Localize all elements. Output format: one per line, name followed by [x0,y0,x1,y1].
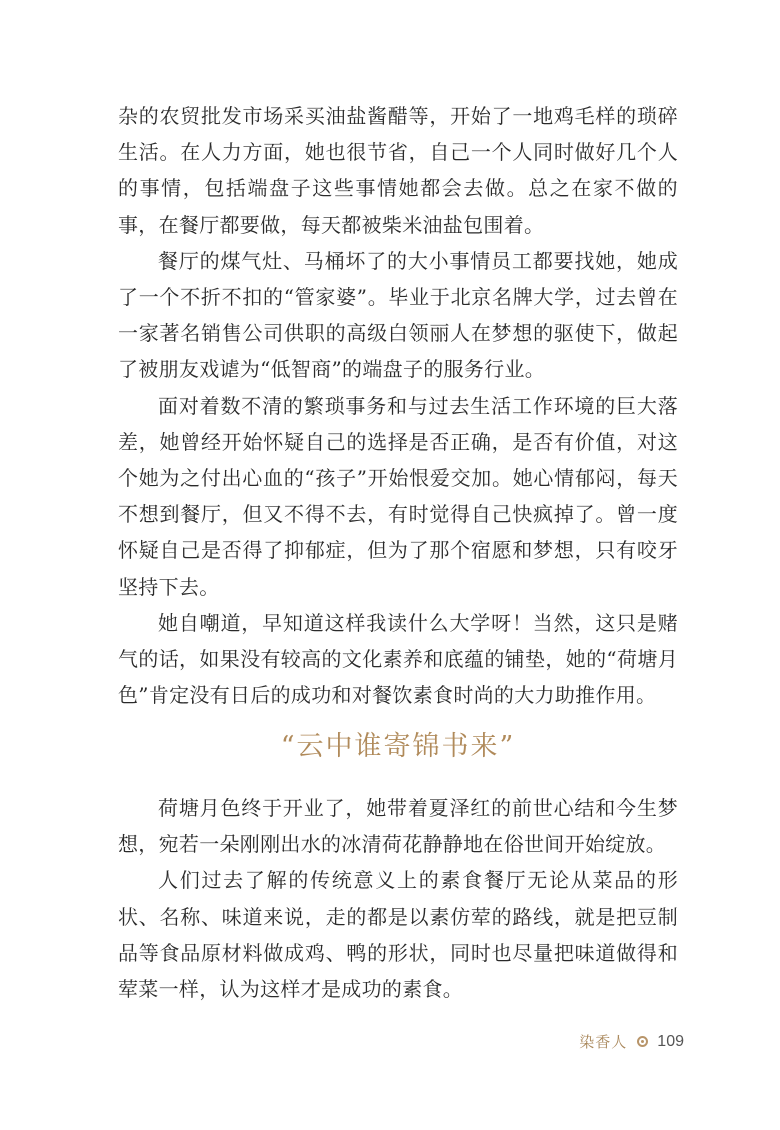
paragraph: 人们过去了解的传统意义上的素食餐厅无论从菜品的形状、名称、味道来说，走的都是以素仿荤的路线，就是把豆制品等食品原材料做成鸡、鸭的形状，同时也尽量把味道做得和荤菜一样，认为这样才是成功的素食。 [118,868,678,1002]
page-number: 109 [657,1032,684,1050]
page-footer [579,1031,684,1052]
body-text-top [118,98,678,713]
paragraph: 她自嘲道，早知道这样我读什么大学呀！当然，这只是赌气的话，如果没有较高的文化素养和底蕴的铺垫，她的“荷塘月色”肯定没有日后的成功和对餐饮素食时尚的大力助推作用。 [118,610,678,708]
paragraph-continuation: 杂的农贸批发市场采买油盐酱醋等，开始了一地鸡毛样的琐碎生活。在人力方面，她也很节省，自己一个人同时做好几个人的事情，包括端盘子这些事情她都会去做。总之在家不做的事，在餐厅都要做，每天都被柴米油盐包围着。 [118,104,678,237]
paragraph: 荷塘月色终于开业了，她带着夏泽红的前世心结和今生梦想，宛若一朵刚刚出水的冰清荷花静静地在俗世间开始绽放。 [118,796,678,857]
paragraph: 面对着数不清的繁琐事务和与过去生活工作环境的巨大落差，她曾经开始怀疑自己的选择是否正确，是否有价值，对这个她为之付出心血的“孩子”开始恨爱交加。她心情郁闷，每天不想到餐厅，但又不得不去，有时觉得自己快疯掉了。曾一度怀疑自己是否得了抑郁症，但为了那个宿愿和梦想，只有咬牙坚持下去。 [118,393,678,599]
circle-dot-icon [637,1036,648,1047]
body-text-bottom [118,790,678,1007]
paragraph: 餐厅的煤气灶、马桶坏了的大小事情员工都要找她，她成了一个不折不扣的“管家婆”。毕业于北京名牌大学，过去曾在一家著名销售公司供职的高级白领丽人在梦想的驱使下，做起了被朋友戏谑为“低智商”的端盘子的服务行业。 [118,248,678,382]
running-title: 染香人 [579,1033,628,1051]
section-heading: “云中谁寄锦书来” [280,731,516,762]
